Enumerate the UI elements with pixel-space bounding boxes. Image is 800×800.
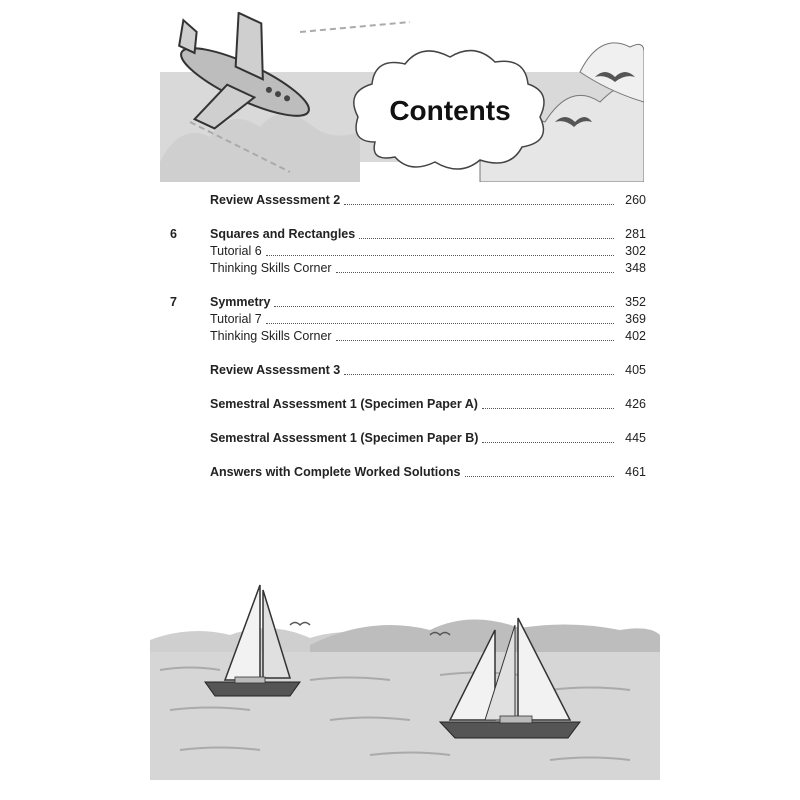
toc-entry-title: Review Assessment 3 bbox=[210, 363, 341, 377]
toc-entry bbox=[170, 362, 646, 379]
toc-spacer bbox=[170, 277, 646, 294]
toc-entry bbox=[170, 192, 646, 209]
toc-page-number: 426 bbox=[625, 397, 646, 411]
page-title: Contents bbox=[389, 95, 511, 126]
toc-entry-title: Thinking Skills Corner bbox=[210, 261, 332, 275]
toc-subentry bbox=[170, 328, 646, 345]
toc-entry-title: Squares and Rectangles bbox=[210, 227, 356, 241]
toc-page-number: 369 bbox=[625, 312, 646, 326]
toc-spacer bbox=[170, 447, 646, 464]
toc-entry bbox=[170, 294, 646, 311]
toc-page-number: 281 bbox=[625, 227, 646, 241]
toc-page-number: 445 bbox=[625, 431, 646, 445]
toc-entry-title: Semestral Assessment 1 (Specimen Paper A) bbox=[210, 397, 478, 411]
toc-subentry bbox=[170, 260, 646, 277]
dot-leader bbox=[482, 441, 614, 443]
toc-entry-title: Thinking Skills Corner bbox=[210, 329, 332, 343]
dot-leader bbox=[359, 237, 614, 239]
toc-page-number: 402 bbox=[625, 329, 646, 343]
dot-leader bbox=[482, 407, 614, 409]
toc-entry-title: Tutorial 7 bbox=[210, 312, 262, 326]
toc-page-number: 352 bbox=[625, 295, 646, 309]
dot-leader bbox=[336, 271, 614, 273]
toc-page-number: 405 bbox=[625, 363, 646, 377]
toc-page-number: 302 bbox=[625, 244, 646, 258]
toc-spacer bbox=[170, 209, 646, 226]
sailboat-scene-illustration bbox=[150, 580, 660, 780]
toc-entry bbox=[170, 226, 646, 243]
header-banner-illustration bbox=[160, 12, 644, 182]
toc-entry bbox=[170, 396, 646, 413]
dot-leader bbox=[465, 475, 615, 477]
dot-leader bbox=[266, 322, 614, 324]
toc-entry bbox=[170, 464, 646, 481]
table-of-contents bbox=[170, 192, 646, 481]
toc-page-number: 461 bbox=[625, 465, 646, 479]
toc-subentry bbox=[170, 311, 646, 328]
toc-spacer bbox=[170, 413, 646, 430]
sea-water bbox=[150, 652, 660, 780]
toc-entry-title: Answers with Complete Worked Solutions bbox=[210, 465, 461, 479]
toc-entry-title: Symmetry bbox=[210, 295, 271, 309]
toc-page-number: 260 bbox=[625, 193, 646, 207]
toc-entry-title: Semestral Assessment 1 (Specimen Paper B) bbox=[210, 431, 479, 445]
dot-leader bbox=[274, 305, 614, 307]
toc-page-number: 348 bbox=[625, 261, 646, 275]
dot-leader bbox=[266, 254, 614, 256]
toc-entry-title: Tutorial 6 bbox=[210, 244, 262, 258]
toc-entry bbox=[170, 430, 646, 447]
dot-leader bbox=[344, 203, 614, 205]
toc-spacer bbox=[170, 379, 646, 396]
toc-spacer bbox=[170, 345, 646, 362]
dot-leader bbox=[344, 373, 614, 375]
toc-entry-number: 6 bbox=[170, 227, 177, 241]
toc-subentry bbox=[170, 243, 646, 260]
toc-entry-title: Review Assessment 2 bbox=[210, 193, 341, 207]
toc-entry-number: 7 bbox=[170, 295, 177, 309]
dot-leader bbox=[336, 339, 614, 341]
